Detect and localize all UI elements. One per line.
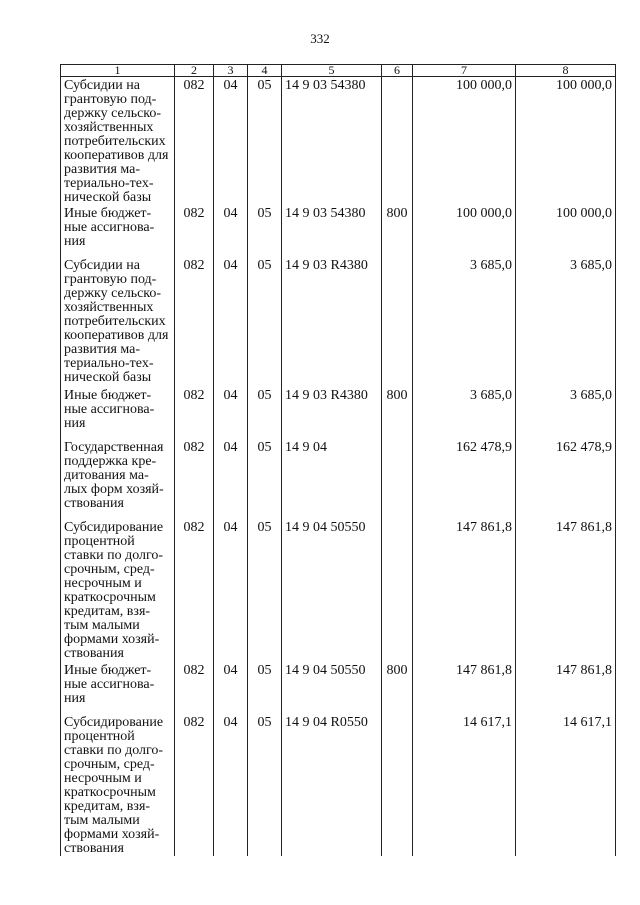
section-code: 04 [214,714,248,856]
table-row [61,205,616,257]
target-article-code: 14 9 03 R4380 [282,257,382,387]
target-article-code: 14 9 03 54380 [282,205,382,257]
column-header: 4 [248,65,282,77]
expense-type-code: 800 [382,662,413,714]
expense-type-code [382,519,413,662]
column-header: 7 [413,65,516,77]
grbs-code: 082 [175,519,214,662]
amount-col8: 3 685,0 [516,387,616,439]
item-name: Иные бюджет-ные ассигнова-ния [61,662,175,714]
subsection-code: 05 [248,662,282,714]
target-article-code: 14 9 03 54380 [282,77,382,206]
section-code: 04 [214,77,248,206]
subsection-code: 05 [248,257,282,387]
amount-col7: 100 000,0 [413,205,516,257]
column-header: 6 [382,65,413,77]
item-name: Субсидии на грантовую под-держку сельско-хозяйственных потребительских кооперативов для развития ма-териально-тех-нической базы [61,77,175,206]
item-name: Субсидирование процентной ставки по долго-срочным, сред-несрочным и краткосрочным кредитам, взя-тым малыми формами хозяй-ствования [61,714,175,856]
section-code: 04 [214,205,248,257]
amount-col7: 162 478,9 [413,439,516,519]
amount-col8: 3 685,0 [516,257,616,387]
item-name: Субсидии на грантовую под-держку сельско-хозяйственных потребительских кооперативов для развития ма-териально-тех-нической базы [61,257,175,387]
item-name: Иные бюджет-ные ассигнова-ния [61,387,175,439]
amount-col7: 3 685,0 [413,387,516,439]
subsection-code: 05 [248,205,282,257]
grbs-code: 082 [175,439,214,519]
amount-col8: 147 861,8 [516,662,616,714]
expense-type-code: 800 [382,205,413,257]
amount-col7: 100 000,0 [413,77,516,206]
target-article-code: 14 9 04 50550 [282,519,382,662]
budget-table [60,64,616,856]
amount-col8: 147 861,8 [516,519,616,662]
amount-col8: 162 478,9 [516,439,616,519]
amount-col7: 147 861,8 [413,662,516,714]
section-code: 04 [214,387,248,439]
target-article-code: 14 9 04 50550 [282,662,382,714]
amount-col7: 3 685,0 [413,257,516,387]
expense-type-code: 800 [382,387,413,439]
table-row [61,519,616,662]
table-row [61,714,616,856]
target-article-code: 14 9 04 R0550 [282,714,382,856]
column-header: 3 [214,65,248,77]
section-code: 04 [214,519,248,662]
grbs-code: 082 [175,714,214,856]
table-row [61,257,616,387]
column-header: 2 [175,65,214,77]
expense-type-code [382,714,413,856]
amount-col8: 14 617,1 [516,714,616,856]
table-header-row [61,65,616,77]
grbs-code: 082 [175,77,214,206]
item-name: Субсидирование процентной ставки по долго-срочным, сред-несрочным и краткосрочным кредитам, взя-тым малыми формами хозяй-ствования [61,519,175,662]
amount-col8: 100 000,0 [516,77,616,206]
amount-col7: 14 617,1 [413,714,516,856]
grbs-code: 082 [175,257,214,387]
grbs-code: 082 [175,662,214,714]
grbs-code: 082 [175,205,214,257]
section-code: 04 [214,257,248,387]
section-code: 04 [214,439,248,519]
column-header: 5 [282,65,382,77]
table-row [61,77,616,206]
expense-type-code [382,439,413,519]
target-article-code: 14 9 03 R4380 [282,387,382,439]
page-number: 332 [310,31,330,46]
table-row [61,662,616,714]
subsection-code: 05 [248,77,282,206]
expense-type-code [382,77,413,206]
table-row [61,387,616,439]
column-header: 8 [516,65,616,77]
subsection-code: 05 [248,439,282,519]
amount-col8: 100 000,0 [516,205,616,257]
item-name: Иные бюджет-ные ассигнова-ния [61,205,175,257]
subsection-code: 05 [248,387,282,439]
section-code: 04 [214,662,248,714]
amount-col7: 147 861,8 [413,519,516,662]
item-name: Государственная поддержка кре-дитования ма-лых форм хозяй-ствования [61,439,175,519]
table-row [61,439,616,519]
subsection-code: 05 [248,714,282,856]
expense-type-code [382,257,413,387]
target-article-code: 14 9 04 [282,439,382,519]
grbs-code: 082 [175,387,214,439]
column-header: 1 [61,65,175,77]
subsection-code: 05 [248,519,282,662]
